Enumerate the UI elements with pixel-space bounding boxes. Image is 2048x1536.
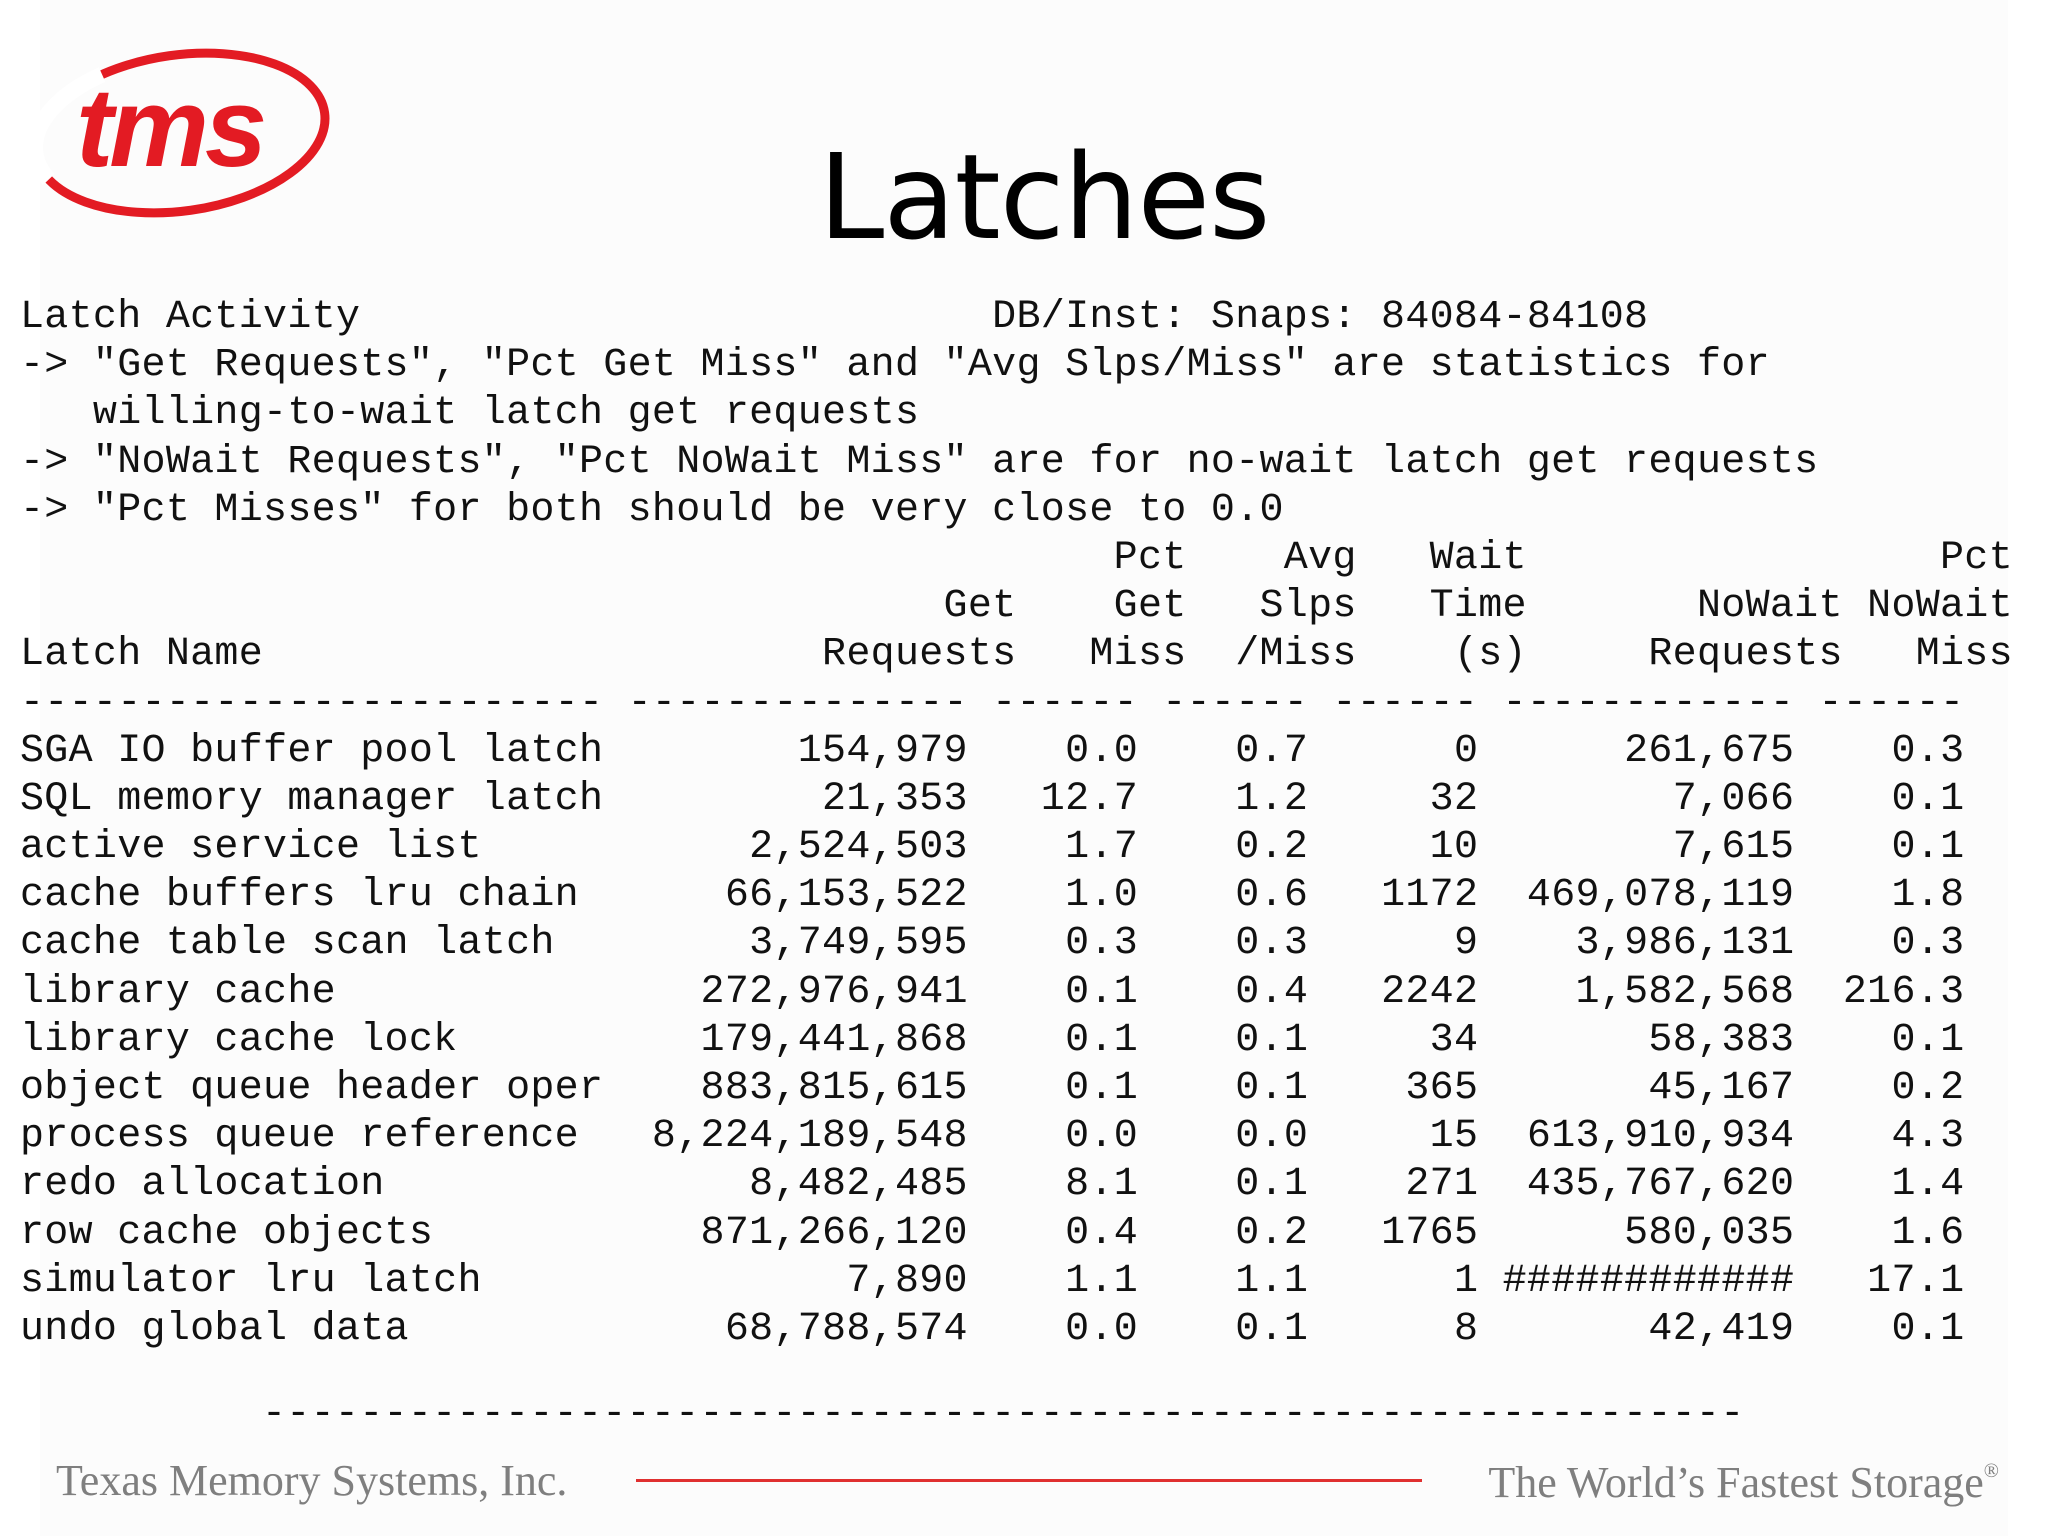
table-cell: 0.0 — [992, 1306, 1139, 1352]
table-cell: 1.0 — [992, 873, 1139, 919]
table-cell: 261,675 — [1502, 728, 1795, 774]
table-cell: library cache — [20, 969, 604, 1015]
table-cell: 21,353 — [627, 776, 968, 822]
table-row — [20, 824, 2013, 872]
table-cell: 0.1 — [1162, 1306, 1309, 1352]
company-name: Texas Memory Systems, Inc. — [56, 1456, 568, 1505]
table-cell: 883,815,615 — [627, 1066, 968, 1111]
report-header-line: willing-to-wait latch get requests — [20, 391, 920, 437]
table-cell: 0.1 — [1162, 1162, 1309, 1208]
table-cell: 1.1 — [1162, 1258, 1309, 1304]
table-cell: 469,078,119 — [1502, 873, 1795, 919]
table-cell: 0.2 — [1818, 1066, 1965, 1111]
table-cell: 1765 — [1332, 1210, 1479, 1256]
table-cell: SGA IO buffer pool latch — [20, 728, 604, 774]
table-cell: redo allocation — [20, 1162, 604, 1208]
report-end-rule: ------------------------------------------------------------- — [262, 1392, 1745, 1437]
table-cell: 1.6 — [1818, 1210, 1965, 1256]
table-cell: 613,910,934 — [1502, 1114, 1795, 1160]
table-cell: 871,266,120 — [627, 1210, 968, 1256]
table-cell: 0.1 — [992, 1066, 1139, 1111]
table-row — [20, 872, 2013, 920]
table-row — [20, 1306, 2013, 1354]
company-tagline — [1488, 1457, 1999, 1508]
table-row — [20, 1065, 2013, 1113]
table-cell: simulator lru latch — [20, 1258, 604, 1304]
table-cell: 1172 — [1332, 873, 1479, 919]
table-row — [20, 1161, 2013, 1209]
table-cell: 68,788,574 — [627, 1306, 968, 1352]
table-cell: 365 — [1332, 1066, 1479, 1111]
table-cell: 0.3 — [1818, 728, 1965, 774]
table-cell: 3,749,595 — [627, 921, 968, 967]
table-cell: 0.1 — [992, 969, 1139, 1015]
report-header-line: -> "Pct Misses" for both should be very close to 0.0 — [20, 487, 1284, 533]
table-cell: ############ — [1502, 1258, 1795, 1304]
table-cell: 0.0 — [1162, 1114, 1309, 1160]
table-cell: 66,153,522 — [627, 873, 968, 919]
table-cell: object queue header oper — [20, 1066, 604, 1111]
table-cell: 17.1 — [1818, 1258, 1965, 1304]
table-cell: 34 — [1332, 1017, 1479, 1063]
table-cell: 0.1 — [992, 1017, 1139, 1063]
table-cell: 0.4 — [992, 1210, 1139, 1256]
table-cell: 0.2 — [1162, 1210, 1309, 1256]
table-cell: 0.0 — [992, 728, 1139, 774]
table-cell: 0.0 — [992, 1114, 1139, 1160]
column-header-line: Pct Avg Wait Pct — [20, 535, 2013, 581]
table-row — [20, 1113, 2013, 1161]
table-cell: 8 — [1332, 1306, 1479, 1352]
table-cell: 271 — [1332, 1162, 1479, 1208]
report-header-line: -> "Get Requests", "Pct Get Miss" and "Avg Slps/Miss" are statistics for — [20, 343, 1770, 389]
table-cell: 0.7 — [1162, 728, 1309, 774]
table-cell: 0.4 — [1162, 969, 1309, 1015]
table-cell: 1.1 — [992, 1258, 1139, 1304]
table-cell: 7,890 — [627, 1258, 968, 1304]
latch-table-body — [20, 728, 2013, 1354]
table-cell: active service list — [20, 825, 604, 871]
tagline-text: The World’s Fastest Storage — [1488, 1458, 1984, 1507]
table-cell: 1.4 — [1818, 1162, 1965, 1208]
table-cell: 1.2 — [1162, 776, 1309, 822]
report-header-line: -> "NoWait Requests", "Pct NoWait Miss" are for no-wait latch get requests — [20, 439, 1819, 485]
table-cell: 9 — [1332, 921, 1479, 967]
table-cell: 10 — [1332, 825, 1479, 871]
table-cell: 272,976,941 — [627, 969, 968, 1015]
table-cell: 42,419 — [1502, 1306, 1795, 1352]
table-row — [20, 920, 2013, 968]
report-header-line: Latch Activity DB/Inst: Snaps: 84084-84108 — [20, 295, 1649, 340]
column-header-line: Latch Name Requests Miss /Miss (s) Requests Miss — [20, 632, 2013, 678]
table-cell: 7,615 — [1502, 825, 1795, 871]
table-cell: 0.6 — [1162, 873, 1309, 919]
table-cell: 179,441,868 — [627, 1017, 968, 1063]
table-cell: 216.3 — [1818, 969, 1965, 1015]
table-cell: 0.1 — [1818, 1306, 1965, 1352]
table-cell: 4.3 — [1818, 1114, 1965, 1160]
table-cell: 2,524,503 — [627, 825, 968, 871]
table-cell: 7,066 — [1502, 776, 1795, 822]
table-row — [20, 969, 2013, 1017]
table-cell: 0.3 — [1818, 921, 1965, 967]
footer-divider — [636, 1479, 1422, 1482]
table-cell: 2242 — [1332, 969, 1479, 1015]
table-cell: 1 — [1332, 1258, 1479, 1304]
table-cell: 435,767,620 — [1502, 1162, 1795, 1208]
column-separator-line: ------------------------ -------------- ------ ------ ------ ------------ ------ — [20, 680, 1965, 726]
table-cell: 1,582,568 — [1502, 969, 1795, 1015]
table-cell: process queue reference — [20, 1114, 604, 1160]
table-cell: 1.7 — [992, 825, 1139, 871]
table-row — [20, 1258, 2013, 1306]
table-cell: 0.3 — [1162, 921, 1309, 967]
table-cell: cache table scan latch — [20, 921, 604, 967]
table-row — [20, 1210, 2013, 1258]
table-cell: 8,224,189,548 — [627, 1114, 968, 1160]
table-cell: 15 — [1332, 1114, 1479, 1160]
table-cell: cache buffers lru chain — [20, 873, 604, 919]
table-cell: 12.7 — [992, 776, 1139, 822]
table-cell: 1.8 — [1818, 873, 1965, 919]
table-cell: SQL memory manager latch — [20, 776, 604, 822]
page-title: Latches — [818, 128, 1270, 266]
svg-text:tms: tms — [76, 65, 264, 190]
table-cell: row cache objects — [20, 1210, 604, 1256]
registered-mark: ® — [1983, 1460, 1999, 1482]
table-cell: 0.2 — [1162, 825, 1309, 871]
table-cell: 0.1 — [1818, 825, 1965, 871]
table-row — [20, 728, 2013, 776]
table-cell: 0 — [1332, 728, 1479, 774]
table-cell: 8,482,485 — [627, 1162, 968, 1208]
table-cell: 58,383 — [1502, 1017, 1795, 1063]
table-cell: library cache lock — [20, 1017, 604, 1063]
table-cell: 0.1 — [1818, 1017, 1965, 1063]
table-cell: 580,035 — [1502, 1210, 1795, 1256]
statspack-report — [20, 294, 2013, 1354]
table-cell: 0.1 — [1818, 776, 1965, 822]
table-row — [20, 776, 2013, 824]
table-cell: 3,986,131 — [1502, 921, 1795, 967]
table-cell: 32 — [1332, 776, 1479, 822]
table-cell: 0.1 — [1162, 1066, 1309, 1111]
table-cell: 8.1 — [992, 1162, 1139, 1208]
column-header-line: Get Get Slps Time NoWait NoWait — [20, 584, 2013, 630]
table-cell: 45,167 — [1502, 1066, 1795, 1111]
table-cell: 0.3 — [992, 921, 1139, 967]
table-cell: undo global data — [20, 1306, 604, 1352]
table-row — [20, 1017, 2013, 1065]
table-cell: 0.1 — [1162, 1017, 1309, 1063]
table-cell: 154,979 — [627, 728, 968, 774]
